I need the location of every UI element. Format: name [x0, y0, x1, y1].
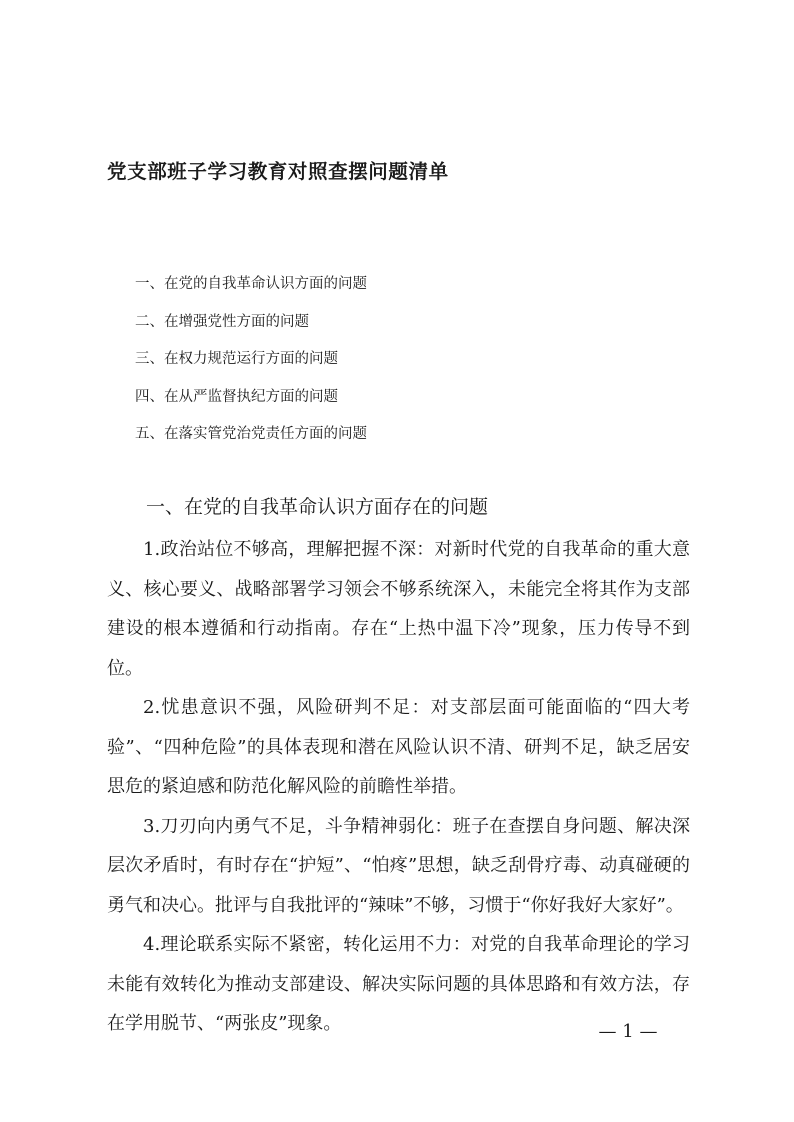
- paragraph-4: 4.理论联系实际不紧密，转化运用不力：对党的自我革命理论的学习未能有效转化为推动支部建设、解决实际问题的具体思路和有效方法，存在学用脱节、“两张皮”现象。: [107, 934, 690, 1034]
- toc-item-4: 四、在从严监督执纪方面的问题: [135, 388, 338, 405]
- toc-item-2: 二、在增强党性方面的问题: [135, 313, 309, 330]
- page-number: — 1 —: [598, 1021, 658, 1042]
- section-1-body: [107, 530, 690, 1044]
- paragraph-3: 3.刀刃向内勇气不足，斗争精神弱化：班子在查摆自身问题、解决深层次矛盾时，有时存在“护短”、“怕疼”思想，缺乏刮骨疗毒、动真碰硬的勇气和决心。批评与自我批评的“辣味”不够，习惯于“你好我好大家好”。: [107, 815, 690, 916]
- paragraph-1: 1.政治站位不够高，理解把握不深：对新时代党的自我革命的重大意义、核心要义、战略部署学习领会不够系统深入，未能完全将其作为支部建设的根本遵循和行动指南。存在“上热中温下冷”现象，压力传导不到位。: [107, 539, 690, 679]
- document-title: 党支部班子学习教育对照查摆问题清单: [107, 160, 449, 183]
- table-of-contents: [135, 273, 367, 461]
- toc-item-3: 三、在权力规范运行方面的问题: [135, 351, 338, 367]
- toc-item-5: 五、在落实管党治党责任方面的问题: [135, 426, 367, 442]
- paragraph-2: 2.忧患意识不强，风险研判不足：对支部层面可能面临的“四大考验”、“四种危险”的具体表现和潜在风险认识不清、研判不足，缺乏居安思危的紧迫感和防范化解风险的前瞻性举措。: [107, 697, 690, 797]
- toc-item-1: 一、在党的自我革命认识方面的问题: [135, 276, 367, 292]
- section-1-heading: 一、在党的自我革命认识方面存在的问题: [146, 496, 489, 518]
